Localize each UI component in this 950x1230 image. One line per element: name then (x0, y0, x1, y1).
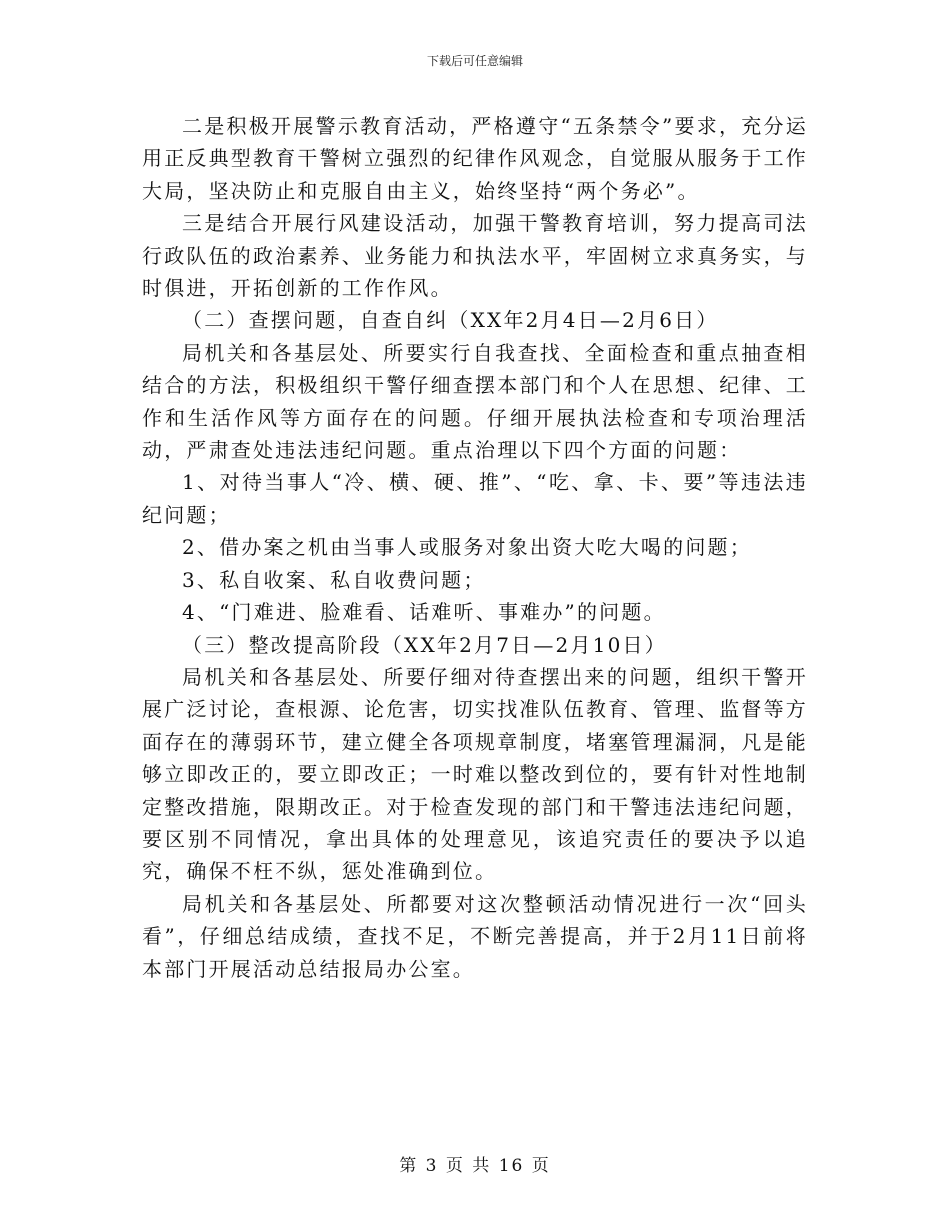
paragraph-rectification: 局机关和各基层处、所要仔细对待查摆出来的问题，组织干警开展广泛讨论，查根源、论危害，切实找准队伍教育、管理、监督等方面存在的薄弱环节，建立健全各项规章制度，堵塞管理漏洞，凡是能够立即改正的，要立即改正；一时难以整改到位的，要有针对性地制定整改措施，限期改正。对于检查发现的部门和干警违法违纪问题，要区别不同情况，拿出具体的处理意见，该追究责任的要决予以追究，确保不枉不纵，惩处准确到位。 (142, 664, 808, 884)
page-number-footer: 第 3 页 共 16 页 (399, 1156, 551, 1176)
list-item-1: 1、对待当事人“冷、横、硬、推”、“吃、拿、卡、要”等违法违纪问题； (142, 470, 808, 527)
paragraph-point-three: 三是结合开展行风建设活动，加强干警教育培训，努力提高司法行政队伍的政治素养、业务能力和执法水平，牢固树立求真务实，与时俱进，开拓创新的工作作风。 (142, 211, 808, 301)
list-item-3: 3、私自收案、私自收费问题； (182, 567, 486, 592)
page-header: 下载后可任意编辑 (426, 54, 523, 68)
list-item-2: 2、借办案之机由当事人或服务对象出资大吃大喝的问题； (182, 535, 752, 560)
list-item-4: 4、“门难进、脸难看、话难听、事难办”的问题。 (182, 600, 666, 625)
paragraph-self-inspection: 局机关和各基层处、所要实行自我查找、全面检查和重点抽查相结合的方法，积极组织干警仔细查摆本部门和个人在思想、纪律、工作和生活作风等方面存在的问题。仔细开展执法检查和专项治理活动，严肃查处违法违纪问题。重点治理以下四个方面的问题： (142, 340, 808, 463)
paragraph-review: 局机关和各基层处、所都要对这次整顿活动情况进行一次“回头看”，仔细总结成绩，查找不足，不断完善提高，并于2月11日前将本部门开展活动总结报局办公室。 (142, 891, 808, 981)
section-heading-two: （二）查摆问题，自查自纠（XX年2月4日—2月6日） (182, 308, 719, 333)
paragraph-point-two: 二是积极开展警示教育活动，严格遵守“五条禁令”要求，充分运用正反典型教育干警树立强烈的纪律作风观念，自觉服从服务于工作大局，坚决防止和克服自由主义，始终坚持“两个务必”。 (142, 114, 808, 203)
document-body (142, 110, 808, 985)
section-heading-three: （三）整改提高阶段（XX年2月7日—2月10日） (182, 632, 667, 657)
